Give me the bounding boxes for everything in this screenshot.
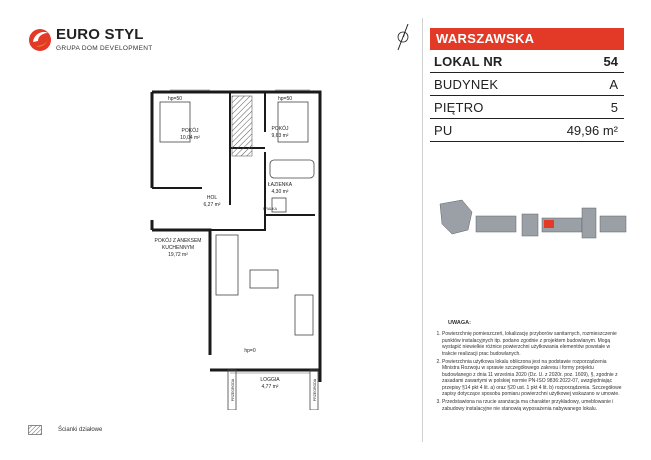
- room-label: LOGGIA: [260, 377, 280, 383]
- table-icon: [250, 270, 278, 288]
- info-key: PU: [434, 122, 453, 138]
- euro-styl-logo: [28, 24, 153, 64]
- room-label: POKÓJ: [271, 126, 289, 132]
- logo-brand: EURO STYL: [56, 26, 144, 43]
- floor-plan: [130, 80, 360, 410]
- sofa-icon: [295, 295, 313, 335]
- info-row-budynek: [430, 73, 624, 96]
- room-area: 4,77 m²: [261, 384, 279, 390]
- kitchen-counter: [216, 235, 238, 295]
- room-label: POKÓJ: [181, 128, 199, 134]
- site-plan-diagram: [432, 190, 632, 250]
- partition-label: PRZEGRODA: [231, 378, 235, 402]
- room-area: 6,27 m²: [203, 202, 221, 208]
- hp-label: hp=50: [277, 96, 293, 102]
- room-area: 19,72 m²: [168, 252, 188, 258]
- info-value: A: [609, 76, 618, 92]
- room-area: 4,30 m²: [271, 189, 289, 195]
- hatched-wall-icon: [28, 425, 42, 435]
- apartment-info-panel: [430, 28, 624, 142]
- hatched-partition: [232, 96, 252, 156]
- room-label: ŁAZIENKA: [267, 182, 293, 188]
- info-key: PIĘTRO: [434, 99, 484, 115]
- room-area: 9,63 m²: [271, 133, 289, 139]
- appliance-label: PRALKA: [263, 207, 277, 211]
- legend: [28, 425, 102, 435]
- bathtub-icon: [270, 160, 314, 178]
- room-label: HOL: [206, 195, 218, 201]
- info-row-lokal: [430, 50, 624, 73]
- info-row-pu: [430, 119, 624, 142]
- info-key: LOKAL NR: [434, 53, 503, 69]
- room-label-line2: KUCHENNYM: [161, 245, 195, 251]
- note-item: 3. Przedstawiona na rzucie aranżacja ma charakter przykładowy, umeblowanie i zabudowy instalacyjne nie stanowią wyposażenia nabywanego lokalu.: [442, 399, 624, 412]
- info-value: 54: [603, 53, 618, 69]
- apartment-location-marker: [544, 220, 554, 228]
- notes-title: UWAGA:: [448, 320, 471, 326]
- info-key: BUDYNEK: [434, 76, 499, 92]
- logo-flame-icon: [28, 24, 52, 54]
- hp-label: hp=0: [244, 348, 256, 354]
- notes-section: [430, 320, 624, 414]
- legend-label: Ścianki działowe: [58, 427, 103, 433]
- logo-subtitle: GRUPA DOM DEVELOPMENT: [56, 45, 153, 52]
- info-value: 49,96 m²: [566, 122, 618, 138]
- room-label: POKÓJ Z ANEKSEM: [154, 238, 202, 244]
- compass-north-icon: [392, 22, 414, 52]
- panel-divider: [422, 18, 423, 442]
- info-value: 5: [610, 99, 618, 115]
- street-name: WARSZAWSKA: [430, 28, 624, 50]
- note-item: 2. Powierzchnia użytkowa lokalu obliczona jest na podstawie rozporządzenia Ministra Rozwoju w sprawie szczegółowego zakresu i formy projektu budowlanego z dnia 11 września 2020 (Dz. U. z 2020r. poz. 1609), §, zgodnie z zasadami zawartymi w polskiej normie PN-ISO 9836:2022-07, uwzględniając przepisy §14 pkt 4 lit. a) oraz §20 ust. 1 pkt 4 lit. b) rozporządzenia. Szczegółowe zapisy dotyczące sposobu pomiaru powierzchni użytkowej wskazano w umowie.: [442, 359, 624, 397]
- note-item: 1. Powierzchnię pomieszczeń, lokalizację przyborów sanitarnych, rozmieszczenie punktów instalacyjnych itp. podano zgodnie z projektem budowlanym. Mogą wystąpić niewielkie różnice powierzchni użytkowania elementów powstałe w trakcie realizacji prac budowlanych.: [442, 331, 624, 357]
- partition-label: PRZEGRODA: [313, 378, 317, 402]
- hp-label: hp=50: [167, 96, 183, 102]
- info-row-pietro: [430, 96, 624, 119]
- room-area: 10,04 m²: [180, 135, 200, 141]
